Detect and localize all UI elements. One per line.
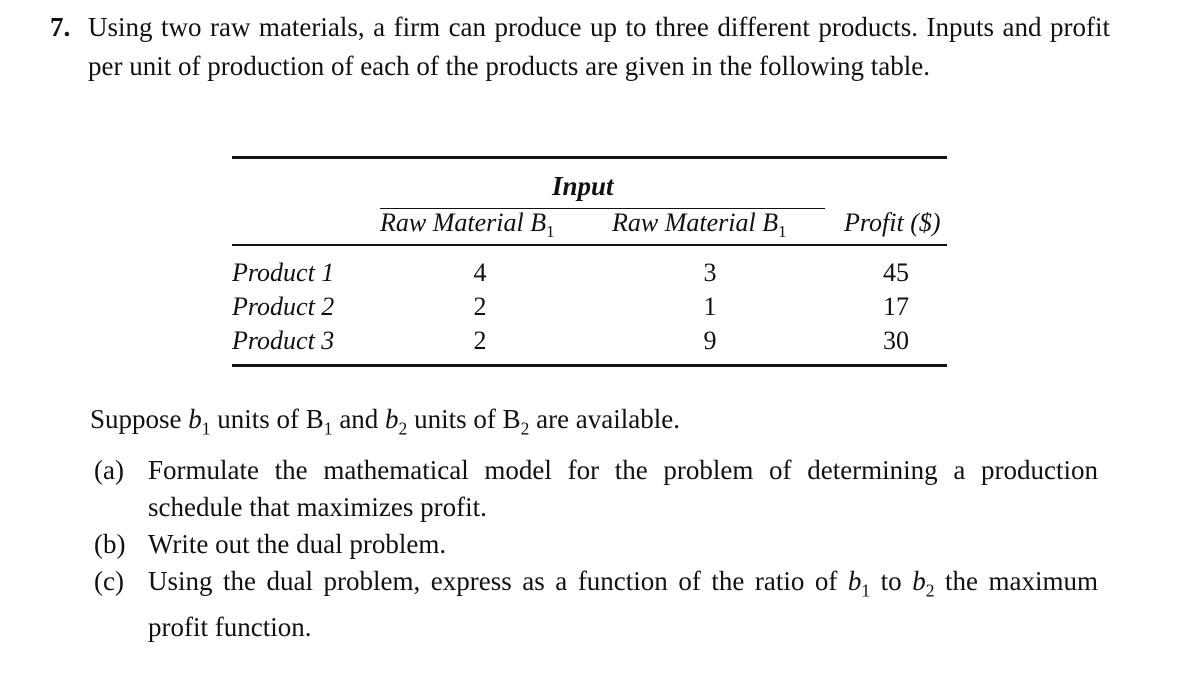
cell-profit: 45	[883, 257, 909, 287]
cell-b2: 9	[703, 325, 717, 355]
question-list	[88, 452, 1098, 646]
problem-intro	[50, 8, 1110, 86]
table-row	[232, 292, 947, 326]
question-label: (b)	[94, 529, 126, 559]
cell-b2: 1	[703, 291, 717, 321]
input-table	[232, 156, 947, 367]
variable-b: b	[188, 404, 202, 434]
subscript: 1	[861, 580, 871, 601]
subscript: 2	[925, 580, 935, 601]
row-label: Product 3	[232, 325, 335, 355]
row-label: Product 2	[232, 291, 335, 321]
variable-b: b	[847, 566, 862, 596]
cell-b1: 2	[473, 291, 487, 321]
question-b	[88, 526, 1098, 563]
problem-7	[50, 8, 1110, 86]
cell-b2: 3	[703, 257, 717, 287]
col-header-raw-material-2	[612, 208, 787, 242]
table-header	[232, 159, 947, 244]
subscript: 1	[323, 418, 333, 439]
table-row	[232, 258, 947, 292]
statement-part: units of B	[407, 404, 521, 434]
table-bottom-rule	[232, 364, 947, 367]
input-group-header: Input	[552, 171, 614, 201]
question-text: Formulate the mathematical model for the problem of determining a production schedule that maximizes profit.	[148, 455, 1098, 522]
table-body	[232, 246, 947, 364]
statement-part: and	[332, 404, 386, 434]
cell-profit: 17	[883, 291, 909, 321]
col-header-raw-material-2-text: Raw Material B	[612, 208, 779, 237]
subscript: 1	[201, 418, 211, 439]
col-header-raw-material-2-sub: 1	[778, 222, 787, 242]
variable-b: b	[912, 566, 926, 596]
availability-statement	[90, 400, 1090, 448]
statement-part: units of B	[210, 404, 324, 434]
col-header-raw-material-1-text: Raw Material B	[380, 208, 547, 237]
problem-number: 7.	[50, 12, 71, 42]
statement-part: are available.	[529, 404, 680, 434]
subscript: 2	[398, 418, 408, 439]
row-label: Product 1	[232, 257, 335, 287]
question-label: (c)	[94, 566, 124, 596]
col-header-raw-material-1-sub: 1	[546, 222, 555, 242]
problem-intro-text: Using two raw materials, a firm can produce up to three different products. Inputs and profit per unit of production of each of the products are given in the following table.	[88, 12, 1110, 81]
col-header-profit: Profit ($)	[844, 208, 941, 237]
question-text-part: the maximum profit function.	[148, 566, 1098, 643]
question-c	[88, 563, 1098, 646]
cell-b1: 4	[473, 257, 487, 287]
statement-part: Suppose	[90, 404, 189, 434]
question-a	[88, 452, 1098, 526]
variable-b: b	[385, 404, 399, 434]
table-row	[232, 326, 947, 360]
cell-b1: 2	[473, 325, 487, 355]
question-text-part: to	[870, 566, 913, 596]
cell-profit: 30	[883, 325, 909, 355]
question-label: (a)	[94, 455, 124, 485]
question-text: Write out the dual problem.	[148, 529, 447, 559]
col-header-raw-material-1	[380, 208, 555, 242]
question-text-part: Using the dual problem, express as a function of the ratio of	[148, 566, 848, 596]
subscript: 2	[520, 418, 530, 439]
question-text	[148, 566, 1098, 642]
